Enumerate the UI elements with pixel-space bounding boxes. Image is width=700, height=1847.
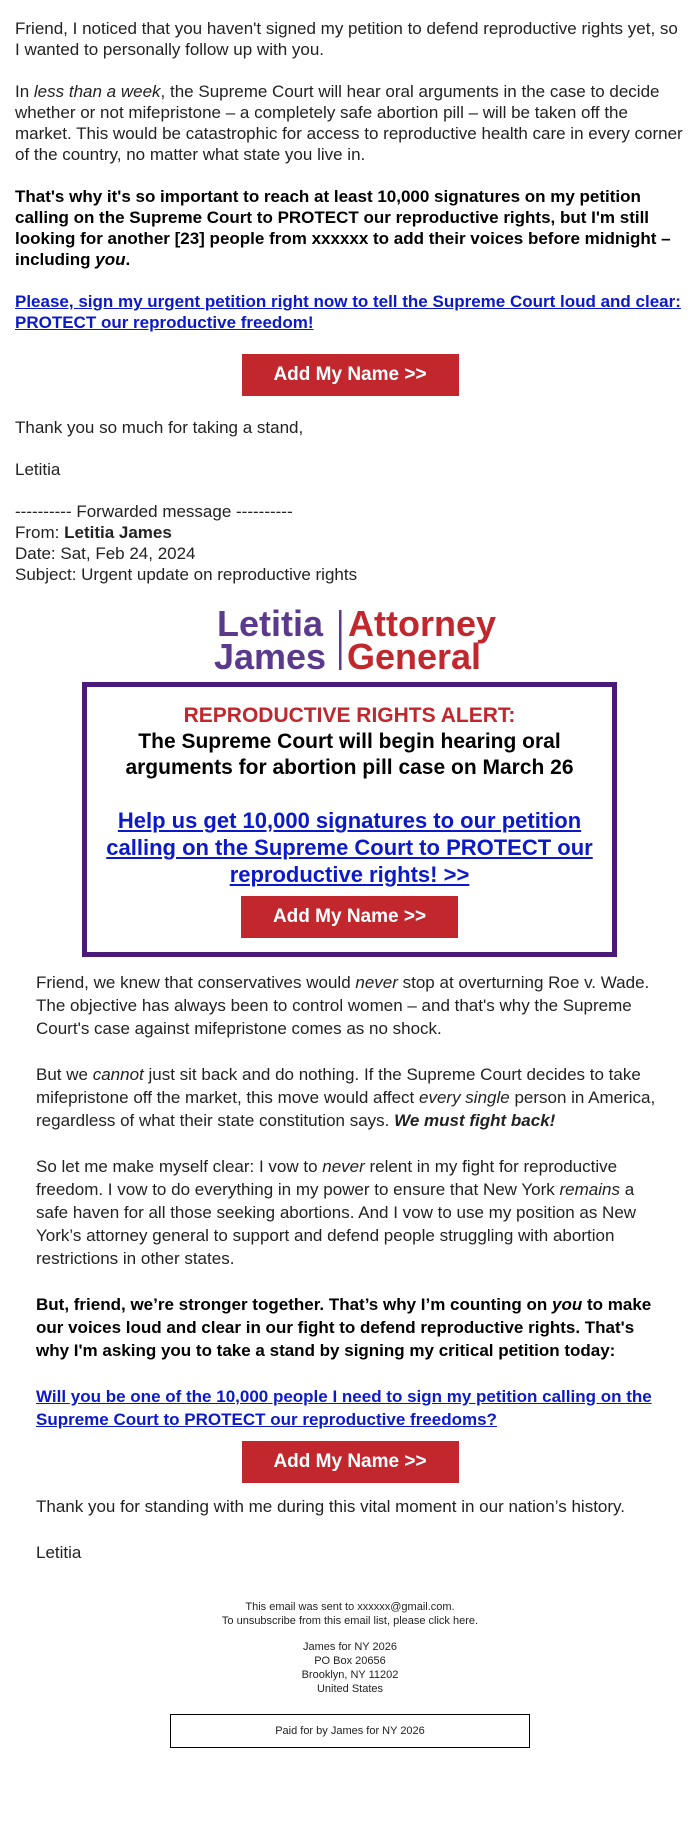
intro-petition-link[interactable]: Please, sign my urgent petition right now to tell the Supreme Court loud and clear: PROTECT our reproductive freedom! [15,292,681,332]
logo-title-line1: Attorney [347,607,497,644]
forward-divider: ---------- Forwarded message ---------- [15,502,293,521]
unsubscribe-link[interactable]: To unsubscribe from this email list, please click here. [221,1615,479,1627]
alert-subtitle: The Supreme Court will begin hearing oral arguments for abortion pill case on March 26 [125,730,574,779]
body-button-wrap [36,1441,664,1483]
add-my-name-button[interactable]: Add My Name >> [242,354,459,396]
logo-name-line2: James [213,636,327,671]
paid-for-disclaimer: Paid for by James for NY 2026 [170,1714,530,1748]
intro-section [0,0,700,585]
intro-paragraph-2: In less than a week, the Supreme Court will hear oral arguments in the case to decide whether or not mifepristone – a completely safe abortion pill – will be taken off the market. This would be catastrophic for access to reproductive health care in every corner of the country, no matter what state you live in. [15,82,683,164]
alert-title: REPRODUCTIVE RIGHTS ALERT: [183,704,516,727]
intro-thanks: Thank you so much for taking a stand, [15,418,304,437]
body-signoff: Letitia [36,1543,82,1562]
logo-graphic [200,607,500,671]
intro-button-wrap [15,354,685,396]
forward-date: Date: Sat, Feb 24, 2024 [15,544,196,563]
forward-subject: Subject: Urgent update on reproductive rights [15,565,358,584]
body-petition-paragraph [36,1385,664,1431]
attorney-general-logo [0,585,700,682]
reproductive-rights-alert-box [82,682,617,957]
intro-paragraph-1: Friend, I noticed that you haven't signed my petition to defend reproductive rights yet, so I wanted to personally follow up with you. [15,19,678,59]
footer-sent-notice: This email was sent to xxxxxx@gmail.com. To unsubscribe from this email list, please click here. [221,1601,479,1627]
body-paragraph-1: Friend, we knew that conservatives would never stop at overturning Roe v. Wade. The objective has always been to control women – and that's why the Supreme Court's case against mifepristone comes as no shock. [36,973,650,1038]
body-paragraph-3: So let me make myself clear: I vow to never relent in my fight for reproductive freedom. I vow to do everything in my power to ensure that New York remains a safe haven for all those seeking abortions. And I vow to use my position as New York’s attorney general to support and defend people struggling with abortion restrictions in other states. [36,1157,637,1268]
body-paragraph-2: But we cannot just sit back and do nothing. If the Supreme Court decides to take mifepristone off the market, this move would affect every single person in America, regardless of what their state constitution says. We must fight back! [36,1065,656,1130]
footer-email: xxxxxx@gmail.com [357,1601,452,1613]
email-footer [0,1600,700,1748]
footer-address: James for NY 2026 PO Box 20656 Brooklyn, NY 11202 United States [301,1641,399,1695]
body-add-my-name-button[interactable]: Add My Name >> [242,1441,459,1483]
alert-petition-link[interactable]: Help us get 10,000 signatures to our petition calling on the Supreme Court to PROTECT our reproductive rights! >> [106,808,593,887]
forwarded-header [15,501,685,585]
body-thanks: Thank you for standing with me during this vital moment in our nation’s history. [36,1497,625,1516]
intro-signoff: Letitia [15,460,61,479]
alert-add-my-name-button[interactable]: Add My Name >> [241,896,458,938]
intro-petition-paragraph [15,291,685,333]
logo-title-line2: General [346,636,482,671]
letter-body [0,957,700,1564]
body-paragraph-4: But, friend, we’re stronger together. That’s why I’m counting on you to make our voices loud and clear in our fight to defend reproductive rights. That's why I'm asking you to take a stand by signing my critical petition today: [36,1295,652,1360]
intro-paragraph-3: That's why it's so important to reach at least 10,000 signatures on my petition calling on the Supreme Court to PROTECT our reproductive rights, but I'm still looking for another [23] people from xxxxxx to add their voices before midnight – including you. [15,187,671,269]
logo-divider [339,610,342,670]
forward-from: From: Letitia James [15,523,172,542]
logo-name-line1: Letitia [216,607,324,644]
body-petition-link[interactable]: Will you be one of the 10,000 people I need to sign my petition calling on the Supreme Court to PROTECT our reproductive freedoms? [36,1387,652,1429]
